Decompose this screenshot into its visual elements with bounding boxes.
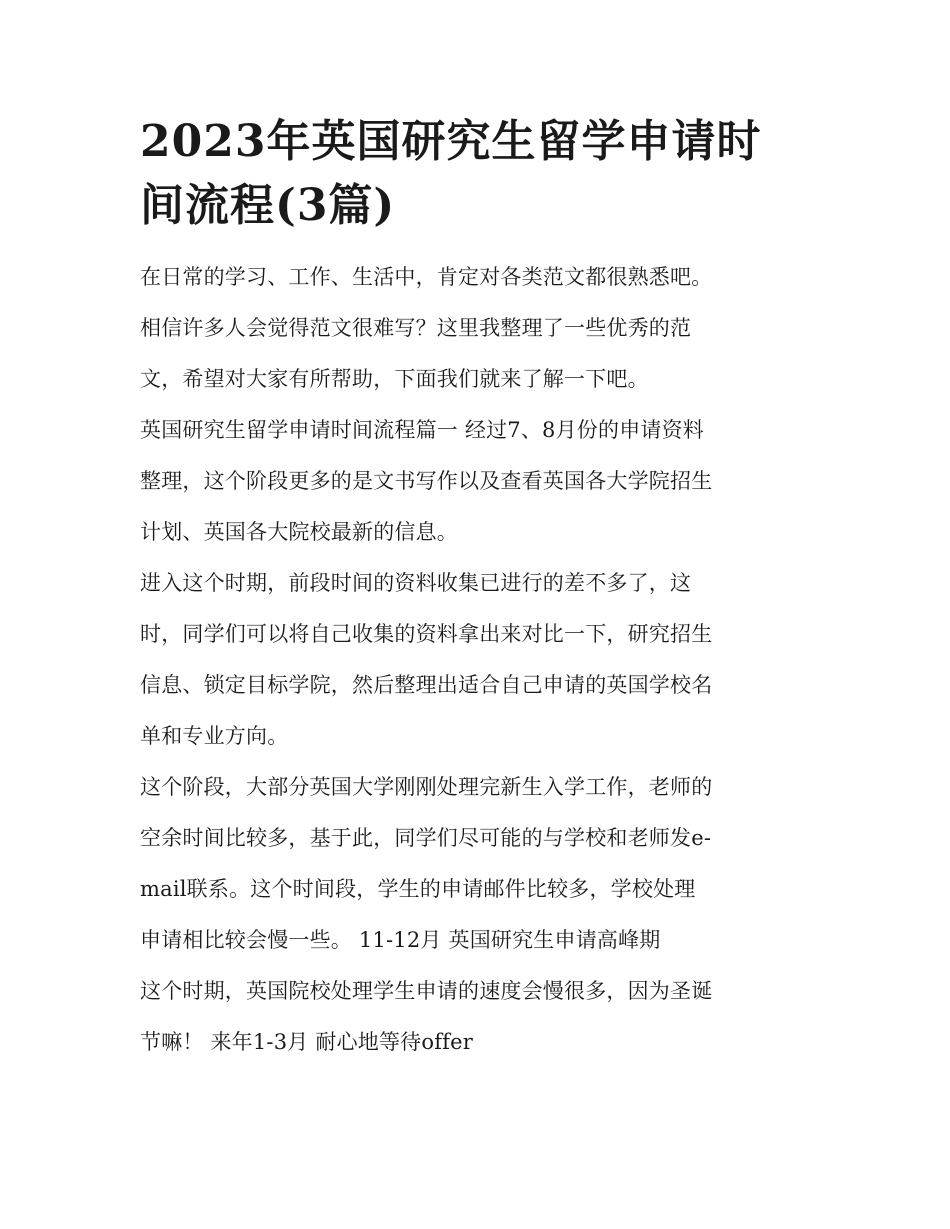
text-line: 进入这个时期，前段时间的资料收集已进行的差不多了，这 — [140, 571, 692, 595]
text-line: 在日常的学习、工作、生活中，肯定对各类范文都很熟悉吧。 — [140, 265, 713, 289]
paragraph-stage-info — [140, 762, 812, 966]
document-page — [140, 110, 812, 1068]
text-line: 整理，这个阶段更多的是文书写作以及查看英国各大学院招生 — [140, 469, 713, 493]
text-line: mail联系。这个时间段，学生的申请邮件比较多，学校处理 — [140, 877, 696, 901]
text-line: 计划、英国各大院校最新的信息。 — [140, 520, 458, 544]
text-line: 申请相比较会慢一些。 11-12月 英国研究生申请高峰期 — [140, 928, 661, 952]
document-title — [140, 110, 812, 238]
text-line: 这个时期，英国院校处理学生申请的速度会慢很多，因为圣诞 — [140, 979, 713, 1003]
paragraph-peak-period — [140, 966, 812, 1068]
text-line: 这个阶段，大部分英国大学刚刚处理完新生入学工作，老师的 — [140, 775, 713, 799]
text-line: 空余时间比较多，基于此，同学们尽可能的与学校和老师发e- — [140, 826, 712, 850]
text-line: 节嘛！ 来年1-3月 耐心地等待offer — [140, 1030, 474, 1054]
title-line: 2023年英国研究生留学申请时 — [140, 116, 762, 167]
paragraph-intro — [140, 252, 812, 405]
text-line: 信息、锁定目标学院，然后整理出适合自己申请的英国学校名 — [140, 673, 713, 697]
text-line: 时，同学们可以将自己收集的资料拿出来对比一下，研究招生 — [140, 622, 713, 646]
text-line: 单和专业方向。 — [140, 724, 289, 748]
paragraph-period-info — [140, 558, 812, 762]
paragraph-section-one — [140, 405, 812, 558]
text-line: 相信许多人会觉得范文很难写？这里我整理了一些优秀的范 — [140, 316, 692, 340]
text-line: 文，希望对大家有所帮助，下面我们就来了解一下吧。 — [140, 367, 649, 391]
text-line: 英国研究生留学申请时间流程篇一 经过7、8月份的申请资料 — [140, 418, 704, 442]
title-line: 间流程(3篇) — [140, 180, 396, 231]
